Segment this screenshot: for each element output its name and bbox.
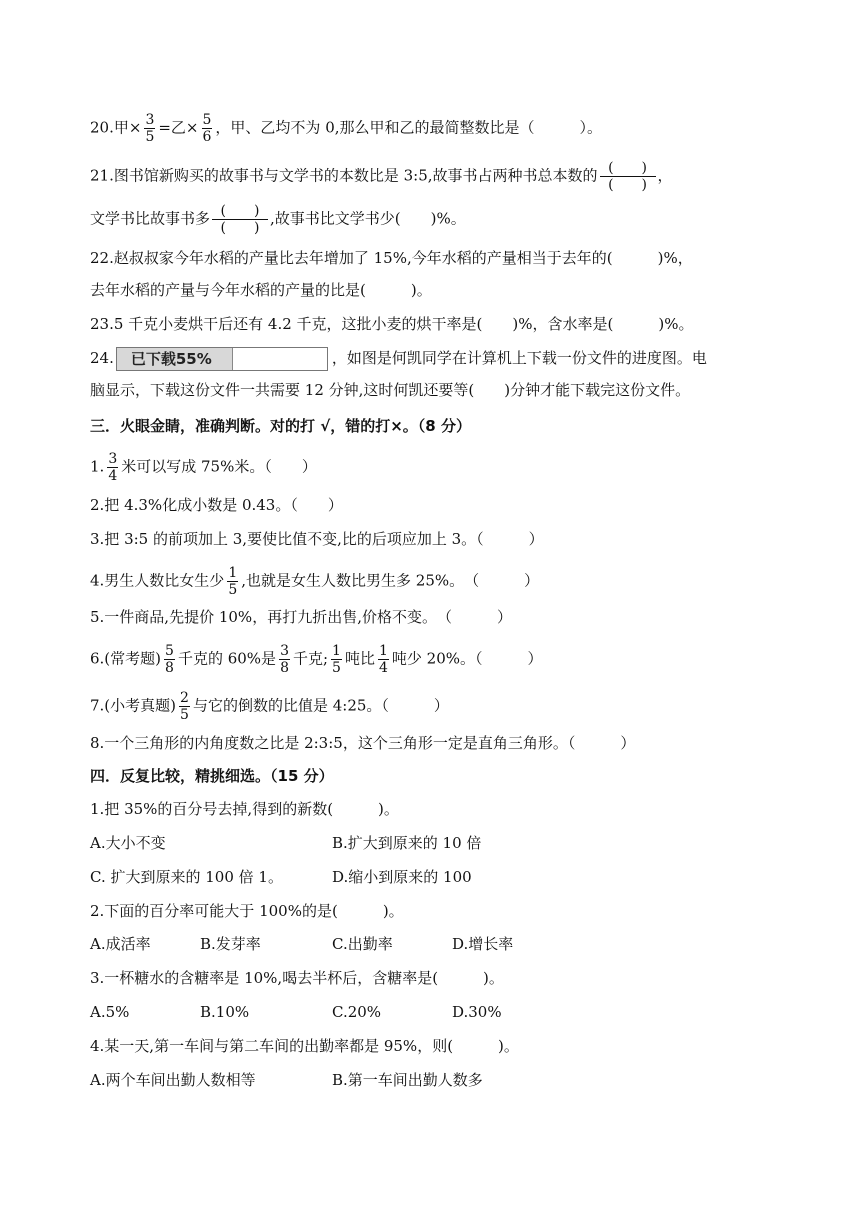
judge-item-7: 7.(小考真题) $\frac{2}{5}$ 与它的倒数的比值是 4:25。（ ） (90, 690, 449, 723)
choice-1-option-b: B.扩大到原来的 10 倍 (332, 834, 482, 852)
choice-3-option-d: D.30% (452, 1003, 502, 1021)
question-22-line2: 去年水稻的产量与今年水稻的产量的比是( )。 (90, 281, 432, 299)
section-3-title: 三．火眼金睛，准确判断。对的打 √，错的打×。（8 分） (90, 417, 471, 435)
fraction: $\frac{1}{4}$ (378, 643, 388, 676)
section-4-title: 四．反复比较，精挑细选。（15 分） (90, 767, 334, 785)
choice-3-option-c: C.20% (332, 1003, 382, 1021)
fraction: $\frac{3}{4}$ (108, 451, 118, 484)
choice-1-option-a: A.大小不变 (90, 834, 166, 852)
choice-2-option-b: B.发芽率 (200, 935, 261, 953)
question-20: 20.甲× $\frac{3}{5}$ =乙× $\frac{5}{6}$ ，甲、乙均不为 0,那么甲和乙的最简整数比是（ ）。 (90, 112, 603, 145)
question-21: 21.图书馆新购买的故事书与文学书的本数比是 3:5,故事书占两种书总本数的 ( ) ( ) ， (90, 160, 673, 193)
choice-question-3: 3.一杯糖水的含糖率是 10%,喝去半杯后，含糖率是( )。 (90, 969, 504, 987)
judge-item-1: 1. $\frac{3}{4}$ 米可以写成 75%米。（ ） (90, 451, 317, 484)
choice-4-option-a: A.两个车间出勤人数相等 (90, 1071, 256, 1089)
judge-item-8: 8.一个三角形的内角度数之比是 2:3:5，这个三角形一定是直角三角形。（ ） (90, 734, 636, 752)
judge-item-2: 2.把 4.3%化成小数是 0.43。（ ） (90, 496, 343, 514)
fraction: $\frac{3}{5}$ (145, 112, 155, 145)
blank-fraction: ( ) ( ) (212, 203, 268, 236)
choice-question-1: 1.把 35%的百分号去掉,得到的新数( )。 (90, 800, 399, 818)
choice-2-option-a: A.成活率 (90, 935, 151, 953)
judge-item-3: 3.把 3:5 的前项加上 3,要使比值不变,比的后项应加上 3。（ ） (90, 530, 544, 548)
judge-item-4: 4.男生人数比女生少 $\frac{1}{5}$ ,也就是女生人数比男生多 25%。 （ ） (90, 565, 540, 598)
question-22: 22.赵叔叔家今年水稻的产量比去年增加了 15%,今年水稻的产量相当于去年的( )%， (90, 249, 693, 267)
fraction: $\frac{1}{5}$ (228, 565, 238, 598)
judge-item-5: 5.一件商品,先提价 10%，再打九折出售,价格不变。 （ ） (90, 608, 512, 626)
fraction: $\frac{1}{5}$ (332, 643, 341, 676)
choice-1-option-d: D.缩小到原来的 100 (332, 868, 472, 886)
choice-question-4: 4.某一天,第一车间与第二车间的出勤率都是 95%，则( )。 (90, 1037, 519, 1055)
choice-2-option-d: D.增长率 (452, 935, 514, 953)
choice-question-2: 2.下面的百分率可能大于 100%的是( )。 (90, 902, 404, 920)
fraction: $\frac{2}{5}$ (180, 690, 189, 723)
choice-1-option-c: C. 扩大到原来的 100 倍 1。 (90, 868, 283, 886)
fraction: $\frac{5}{6}$ (202, 112, 212, 145)
question-24-line2: 脑显示，下载这份文件一共需要 12 分钟,这时何凯还要等( )分钟才能下载完这份文件。 (90, 381, 691, 399)
download-progress-bar: 已下载55% (116, 347, 328, 371)
choice-4-option-b: B.第一车间出勤人数多 (332, 1071, 483, 1089)
choice-2-option-c: C.出勤率 (332, 935, 393, 953)
judge-item-6: 6.(常考题) $\frac{5}{8}$ 千克的 60%是 $\frac{3}{8}$ 千克; $\frac{1}{5}$ 吨比 $\frac{1}{4}$ 吨少 20%。（ ） (90, 643, 543, 676)
choice-3-option-b: B.10% (200, 1003, 250, 1021)
fraction: $\frac{3}{8}$ (280, 643, 289, 676)
question-24: 24. 已下载55% ，如图是何凯同学在计算机上下载一份文件的进度图。电 (90, 347, 707, 371)
choice-3-option-a: A.5% (90, 1003, 130, 1021)
blank-fraction: ( ) ( ) (600, 160, 656, 193)
question-23: 23.5 千克小麦烘干后还有 4.2 千克，这批小麦的烘干率是( )%，含水率是( )%。 (90, 315, 694, 333)
question-21-line2: 文学书比故事书多 ( ) ( ) ,故事书比文学书少( )%。 (90, 203, 466, 236)
fraction: $\frac{5}{8}$ (165, 643, 174, 676)
